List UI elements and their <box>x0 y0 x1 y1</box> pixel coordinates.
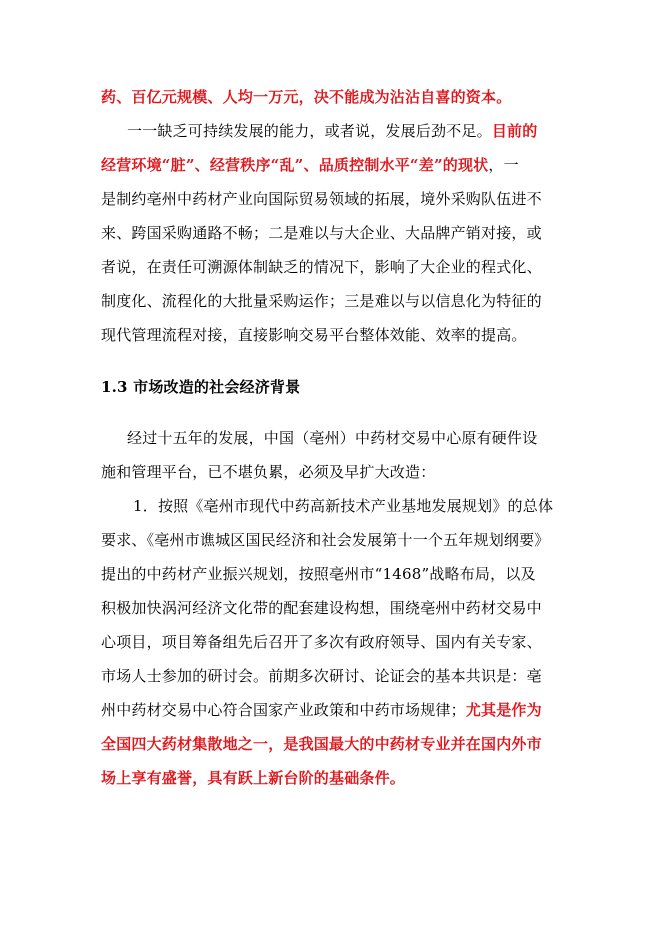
section-heading <box>101 376 662 398</box>
paragraph-line <box>101 665 662 687</box>
body-text: 来、跨国采购通路不畅；二是难以与大企业、大品牌产销对接，或 <box>101 224 542 242</box>
emphasis-text: 目前的 <box>491 122 538 140</box>
paragraph-line <box>101 290 662 312</box>
body-text: 积极加快涡河经济文化带的配套建设构想，围绕亳州中药材交易中 <box>101 599 542 617</box>
body-text: 现代管理流程对接，直接影响交易平台整体效能、效率的提高。 <box>101 326 527 344</box>
paragraph-line <box>101 86 662 108</box>
body-text: 心项目，项目筹备组先后召开了多次有政府领导、国内有关专家、 <box>101 633 542 651</box>
paragraph-line <box>101 222 662 244</box>
paragraph-line <box>101 767 662 789</box>
paragraph-line <box>101 188 662 210</box>
paragraph-line <box>101 733 662 755</box>
paragraph-line <box>101 256 662 278</box>
paragraph-line <box>133 495 662 517</box>
paragraph-line <box>101 324 662 346</box>
paragraph-line <box>101 597 662 619</box>
body-text: 市场人士参加的研讨会。前期多次研讨、论证会的基本共识是：亳 <box>101 667 542 685</box>
body-text: 要求、《亳州市谯城区国民经济和社会发展第十一个五年规划纲要》 <box>101 531 550 549</box>
body-text: 经过十五年的发展，中国（亳州）中药材交易中心原有硬件设 <box>127 429 538 447</box>
body-text: 制度化、流程化的大批量采购运作；三是难以与以信息化为特征的 <box>101 292 542 310</box>
emphasis-text: 经营环境“脏”、经营秩序“乱”、品质控制水平“差”的现状 <box>101 156 489 174</box>
emphasis-text: 全国四大药材集散地之一，是我国最大的中药材专业并在国内外市 <box>101 735 542 753</box>
paragraph-line <box>101 699 662 721</box>
body-text: 者说，在责任可溯源体制缺乏的情况下，影响了大企业的程式化、 <box>101 258 542 276</box>
emphasis-text: 场上享有盛誉，具有跃上新台阶的基础条件。 <box>101 769 406 787</box>
emphasis-text: 药、百亿元规模、人均一万元，决不能成为沾沾自喜的资本。 <box>101 88 512 106</box>
paragraph-line <box>101 631 662 653</box>
paragraph-line <box>127 120 662 142</box>
body-text: 提出的中药材产业振兴规划，按照亳州市“1468”战略布局，以及 <box>101 565 536 583</box>
paragraph-line <box>101 461 662 483</box>
body-text: 一一缺乏可持续发展的能力，或者说，发展后劲不足。 <box>127 122 492 140</box>
body-text: ，一 <box>488 156 519 174</box>
body-text: 是制约亳州中药材产业向国际贸易领域的拓展，境外采购队伍进不 <box>101 190 542 208</box>
body-text: 州中药材交易中心符合国家产业政策和中药市场规律； <box>101 701 466 719</box>
body-text: 1．按照《亳州市现代中药高新技术产业基地发展规划》的总体 <box>133 497 554 515</box>
emphasis-text: 尤其是作为 <box>465 701 542 719</box>
paragraph-line <box>127 427 662 449</box>
paragraph-line <box>101 563 662 585</box>
body-text: 施和管理平台，已不堪负累，必须及早扩大改造： <box>101 463 436 481</box>
paragraph-line <box>101 529 662 551</box>
paragraph-line <box>101 154 662 176</box>
heading-text: 1.3 市场改造的社会经济背景 <box>101 378 301 396</box>
